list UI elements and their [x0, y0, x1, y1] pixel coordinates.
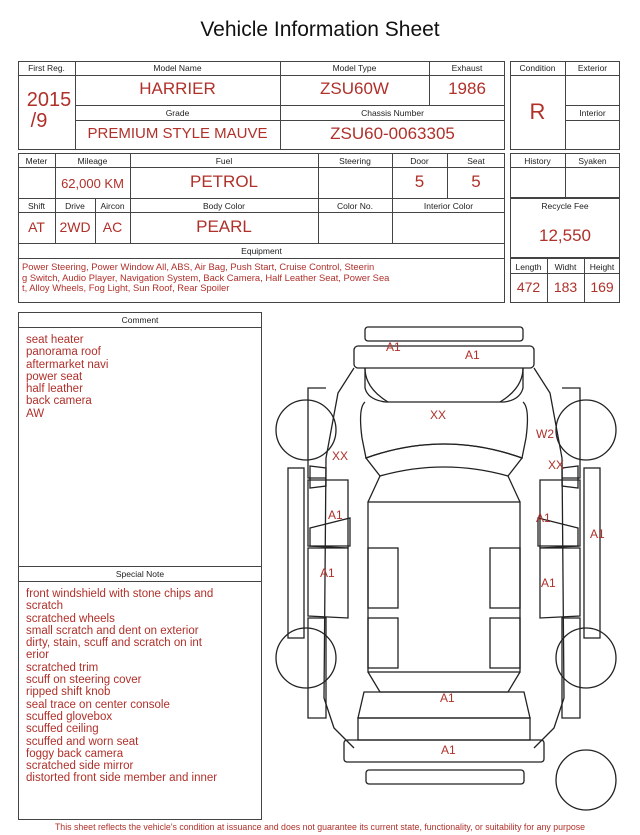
steering-label: Steering	[339, 156, 371, 166]
equipment-line: Power Steering, Power Window All, ABS, Air Bag, Push Start, Cruise Control, Steerin	[22, 261, 375, 272]
equipment-line: t, Alloy Wheels, Fog Light, Sun Roof, Rear Spoiler	[22, 282, 230, 294]
damage-mark-front-bumper-left: A1	[386, 340, 401, 354]
comment-item: seat heater	[26, 334, 84, 346]
special-note-item: scuffed glovebox	[26, 710, 113, 723]
height-label: Height	[589, 262, 615, 272]
front-bumper-outer	[365, 327, 523, 341]
damage-mark-rear-bumper: A1	[441, 743, 456, 757]
drive-label: Drive	[65, 201, 85, 211]
width-value: 183	[553, 279, 578, 295]
syaken-label: Syaken	[578, 156, 607, 166]
special-note-label: Special Note	[115, 569, 165, 579]
special-note-item: ripped shift knob	[26, 686, 111, 699]
door-label: Door	[410, 156, 429, 166]
damage-mark-right-fender: XX	[548, 458, 565, 472]
body-color-label: Body Color	[202, 201, 246, 211]
aircon-label: Aircon	[100, 201, 125, 211]
recycle-fee-label: Recycle Fee	[541, 201, 589, 211]
special-note-item: foggy back camera	[26, 747, 124, 760]
condition-label: Condition	[519, 63, 556, 73]
aircon-value: AC	[102, 219, 123, 235]
right-front-wheel	[556, 400, 616, 460]
exhaust-label: Exhaust	[451, 63, 483, 73]
special-note-item: erior	[26, 649, 50, 662]
left-headlight	[365, 368, 388, 402]
damage-mark-left-rear-door: A1	[320, 566, 335, 580]
special-note-item: scratched trim	[26, 661, 99, 674]
front-fascia	[365, 368, 523, 402]
comment-item: aftermarket navi	[26, 358, 109, 371]
left-front-door-window	[310, 518, 350, 546]
right-rear-fender	[562, 618, 580, 718]
chassis-number-value: ZSU60-0063305	[330, 124, 455, 143]
special-note-item: scuff on steering cover	[26, 674, 142, 687]
comment-item: power seat	[26, 370, 83, 383]
equipment-line: g Switch, Audio Player, Navigation System, Back Camera, Half Leather Seat, Power Sea	[22, 271, 390, 283]
fuel-value: PETROL	[189, 172, 259, 191]
interior-color-label: Interior Color	[423, 201, 474, 211]
door-value: 5	[414, 172, 425, 191]
left-rear-door	[308, 548, 348, 618]
right-inner-front	[490, 548, 520, 608]
damage-mark-trunk: A1	[440, 691, 455, 705]
special-note-item: seal trace on center console	[26, 698, 170, 711]
recycle-fee-value: 12,550	[539, 226, 591, 245]
comment-label: Comment	[121, 315, 159, 325]
left-inner-rear	[368, 618, 398, 668]
page-title: Vehicle Information Sheet	[200, 18, 440, 41]
model-name-value: HARRIER	[139, 79, 216, 98]
model-type-value: ZSU60W	[320, 79, 389, 98]
width-label: Widht	[554, 262, 577, 272]
left-mirror	[310, 466, 326, 488]
special-note-item: scuffed ceiling	[26, 723, 99, 736]
equipment-list	[22, 262, 502, 294]
body-color-value: PEARL	[196, 217, 252, 236]
condition-value: R	[529, 99, 546, 124]
comment-list	[26, 334, 108, 420]
left-inner-front	[368, 548, 398, 608]
first-reg-label: First Reg.	[28, 63, 65, 73]
fuel-label: Fuel	[215, 156, 233, 166]
exterior-label: Exterior	[577, 63, 608, 73]
equipment-label: Equipment	[241, 246, 282, 256]
damage-mark-right-front-door: A1	[536, 511, 551, 525]
spare-wheel	[556, 750, 616, 810]
history-label: History	[524, 156, 551, 166]
damage-mark-front-bumper: A1	[465, 348, 480, 362]
model-type-label: Model Type	[332, 63, 377, 73]
special-note-item: scuffed and worn seat	[26, 735, 139, 748]
mileage-value: 62,000 KM	[61, 176, 124, 191]
roof	[368, 502, 520, 672]
front-bumper-inner	[354, 346, 534, 368]
comment-item: AW	[26, 407, 45, 420]
first-reg-year: 2015	[26, 89, 72, 111]
right-mirror	[562, 466, 578, 488]
damage-mark-left-front-door: A1	[328, 508, 343, 522]
special-note-list	[26, 588, 217, 785]
damage-mark-right-wheel: W2	[536, 427, 554, 441]
rear-bumper-outer	[366, 770, 524, 784]
seat-value: 5	[471, 172, 481, 191]
exhaust-value: 1986	[448, 79, 486, 98]
first-reg-month: /9	[30, 110, 48, 132]
damage-mark-left-fender: XX	[332, 449, 349, 463]
body-left-outline	[324, 368, 354, 748]
comment-item: back camera	[26, 395, 92, 408]
grade-value: PREMIUM STYLE MAUVE	[87, 125, 268, 142]
right-rear-wheel	[556, 628, 616, 688]
drive-value: 2WD	[59, 219, 91, 235]
damage-mark-right-rear-door: A1	[541, 576, 556, 590]
special-note-item: scratch	[26, 600, 64, 613]
interior-label: Interior	[579, 108, 606, 118]
mileage-label: Mileage	[77, 156, 108, 166]
rear-window	[368, 672, 520, 692]
special-note-item: scratched wheels	[26, 612, 115, 625]
color-no-label: Color No.	[337, 201, 373, 211]
model-name-label: Model Name	[153, 63, 202, 73]
special-note-item: scratched side mirror	[26, 760, 134, 773]
meter-label: Meter	[25, 156, 48, 166]
comment-item: panorama roof	[26, 346, 101, 359]
grade-label: Grade	[165, 108, 190, 118]
chassis-number-label: Chassis Number	[361, 108, 424, 118]
disclaimer-footer: This sheet reflects the vehicle's condition at issuance and does not guarantee its current state, functionality, or suitability for any purpose	[54, 822, 586, 832]
right-inner-rear	[490, 618, 520, 668]
comment-item: half leather	[26, 383, 83, 396]
left-front-wheel	[276, 400, 336, 460]
special-note-item: small scratch and dent on exterior	[26, 624, 199, 637]
left-side-strip	[288, 468, 304, 638]
rear-panel	[358, 718, 530, 740]
car-damage-diagram	[268, 318, 620, 818]
special-note-item: dirty, stain, scuff and scratch on int	[26, 637, 202, 650]
body-right-outline	[534, 368, 564, 748]
windshield	[366, 444, 522, 476]
shift-label: Shift	[27, 201, 45, 211]
right-side-strip	[584, 468, 600, 638]
damage-mark-hood: XX	[430, 408, 447, 422]
shift-value: AT	[28, 219, 45, 235]
length-label: Length	[515, 262, 542, 272]
length-value: 472	[516, 279, 541, 295]
left-rear-wheel	[276, 628, 336, 688]
seat-label: Seat	[467, 156, 485, 166]
right-headlight	[500, 368, 523, 402]
damage-mark-right-side: A1	[590, 527, 605, 541]
height-value: 169	[590, 279, 614, 295]
special-note-item: front windshield with stone chips and	[26, 588, 214, 600]
special-note-item: distorted front side member and inner	[26, 772, 218, 785]
